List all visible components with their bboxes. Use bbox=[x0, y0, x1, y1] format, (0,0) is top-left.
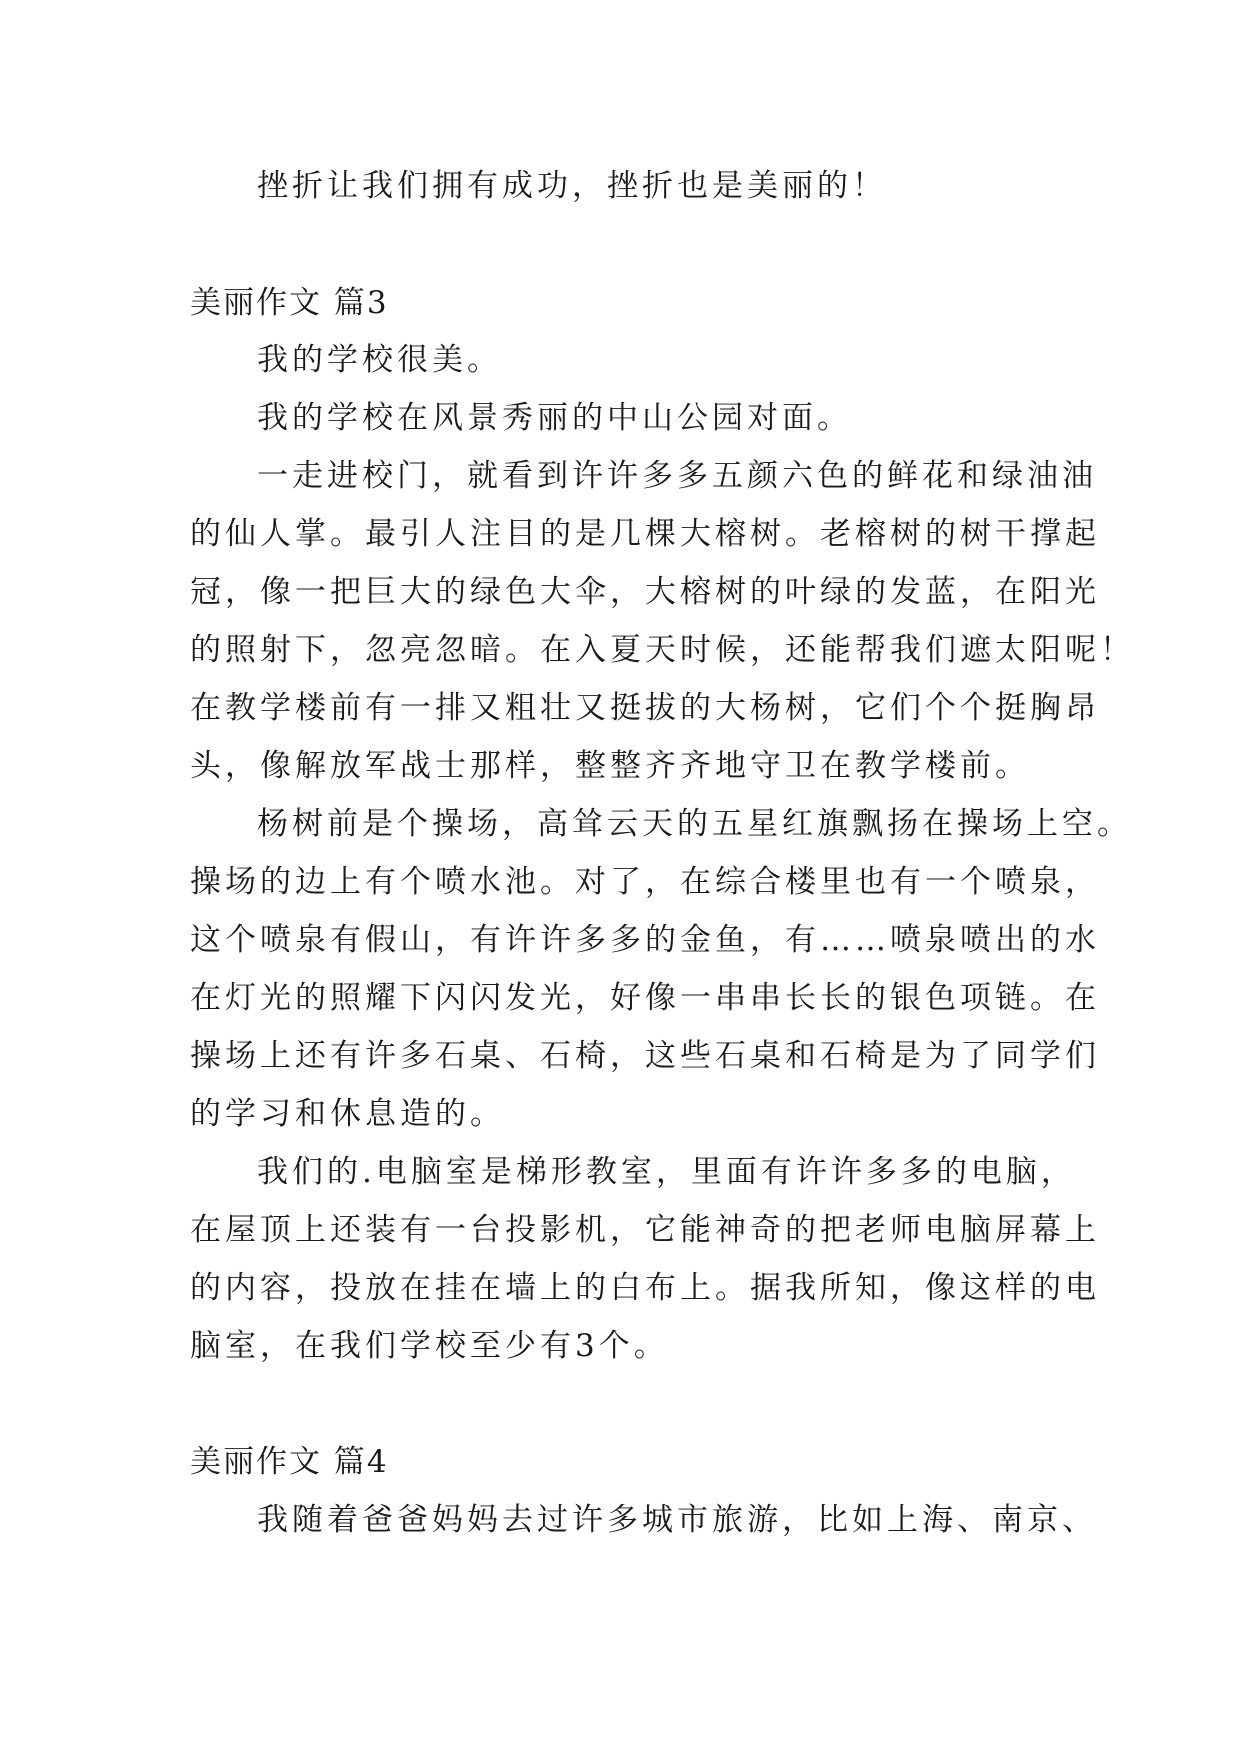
paragraph-line: 冠，像一把巨大的绿色大伞，大榕树的叶绿的发蓝，在阳光 bbox=[190, 574, 1100, 610]
paragraph-line: 在教学楼前有一排又粗壮又挺拔的大杨树，它们个个挺胸昂 bbox=[190, 690, 1100, 726]
paragraph-line: 的仙人掌。最引人注目的是几棵大榕树。老榕树的树干撑起 bbox=[190, 516, 1100, 552]
section-heading: 美丽作文 篇4 bbox=[190, 1444, 389, 1480]
paragraph-line: 头，像解放军战士那样，整整齐齐地守卫在教学楼前。 bbox=[190, 748, 1030, 784]
paragraph-line: 我的学校很美。 bbox=[257, 342, 502, 378]
paragraph-line: 脑室，在我们学校至少有3个。 bbox=[190, 1328, 669, 1364]
paragraph-line: 一走进校门，就看到许许多多五颜六色的鲜花和绿油油 bbox=[257, 458, 1097, 494]
paragraph-line: 杨树前是个操场，高耸云天的五星红旗飘扬在操场上空。 bbox=[257, 806, 1132, 842]
paragraph-line: 的内容，投放在挂在墙上的白布上。据我所知，像这样的电 bbox=[190, 1270, 1100, 1306]
paragraph-line: 挫折让我们拥有成功，挫折也是美丽的！ bbox=[257, 168, 887, 204]
paragraph-line: 操场的边上有个喷水池。对了，在综合楼里也有一个喷泉， bbox=[190, 864, 1100, 900]
paragraph-line: 我的学校在风景秀丽的中山公园对面。 bbox=[257, 400, 852, 436]
paragraph-line: 我随着爸爸妈妈去过许多城市旅游，比如上海、南京、 bbox=[257, 1502, 1097, 1538]
paragraph-line: 的学习和休息造的。 bbox=[190, 1096, 505, 1132]
paragraph-line: 在屋顶上还装有一台投影机，它能神奇的把老师电脑屏幕上 bbox=[190, 1212, 1100, 1248]
paragraph-line: 的照射下，忽亮忽暗。在入夏天时候，还能帮我们遮太阳呢！ bbox=[190, 632, 1135, 668]
section-heading: 美丽作文 篇3 bbox=[190, 285, 389, 321]
paragraph-line: 这个喷泉有假山，有许许多多的金鱼，有……喷泉喷出的水 bbox=[190, 922, 1100, 958]
paragraph-line: 在灯光的照耀下闪闪发光，好像一串串长长的银色项链。在 bbox=[190, 980, 1100, 1016]
paragraph-line: 我们的.电脑室是梯形教室，里面有许许多多的电脑， bbox=[257, 1154, 1076, 1190]
paragraph-line: 操场上还有许多石桌、石椅，这些石桌和石椅是为了同学们 bbox=[190, 1038, 1100, 1074]
